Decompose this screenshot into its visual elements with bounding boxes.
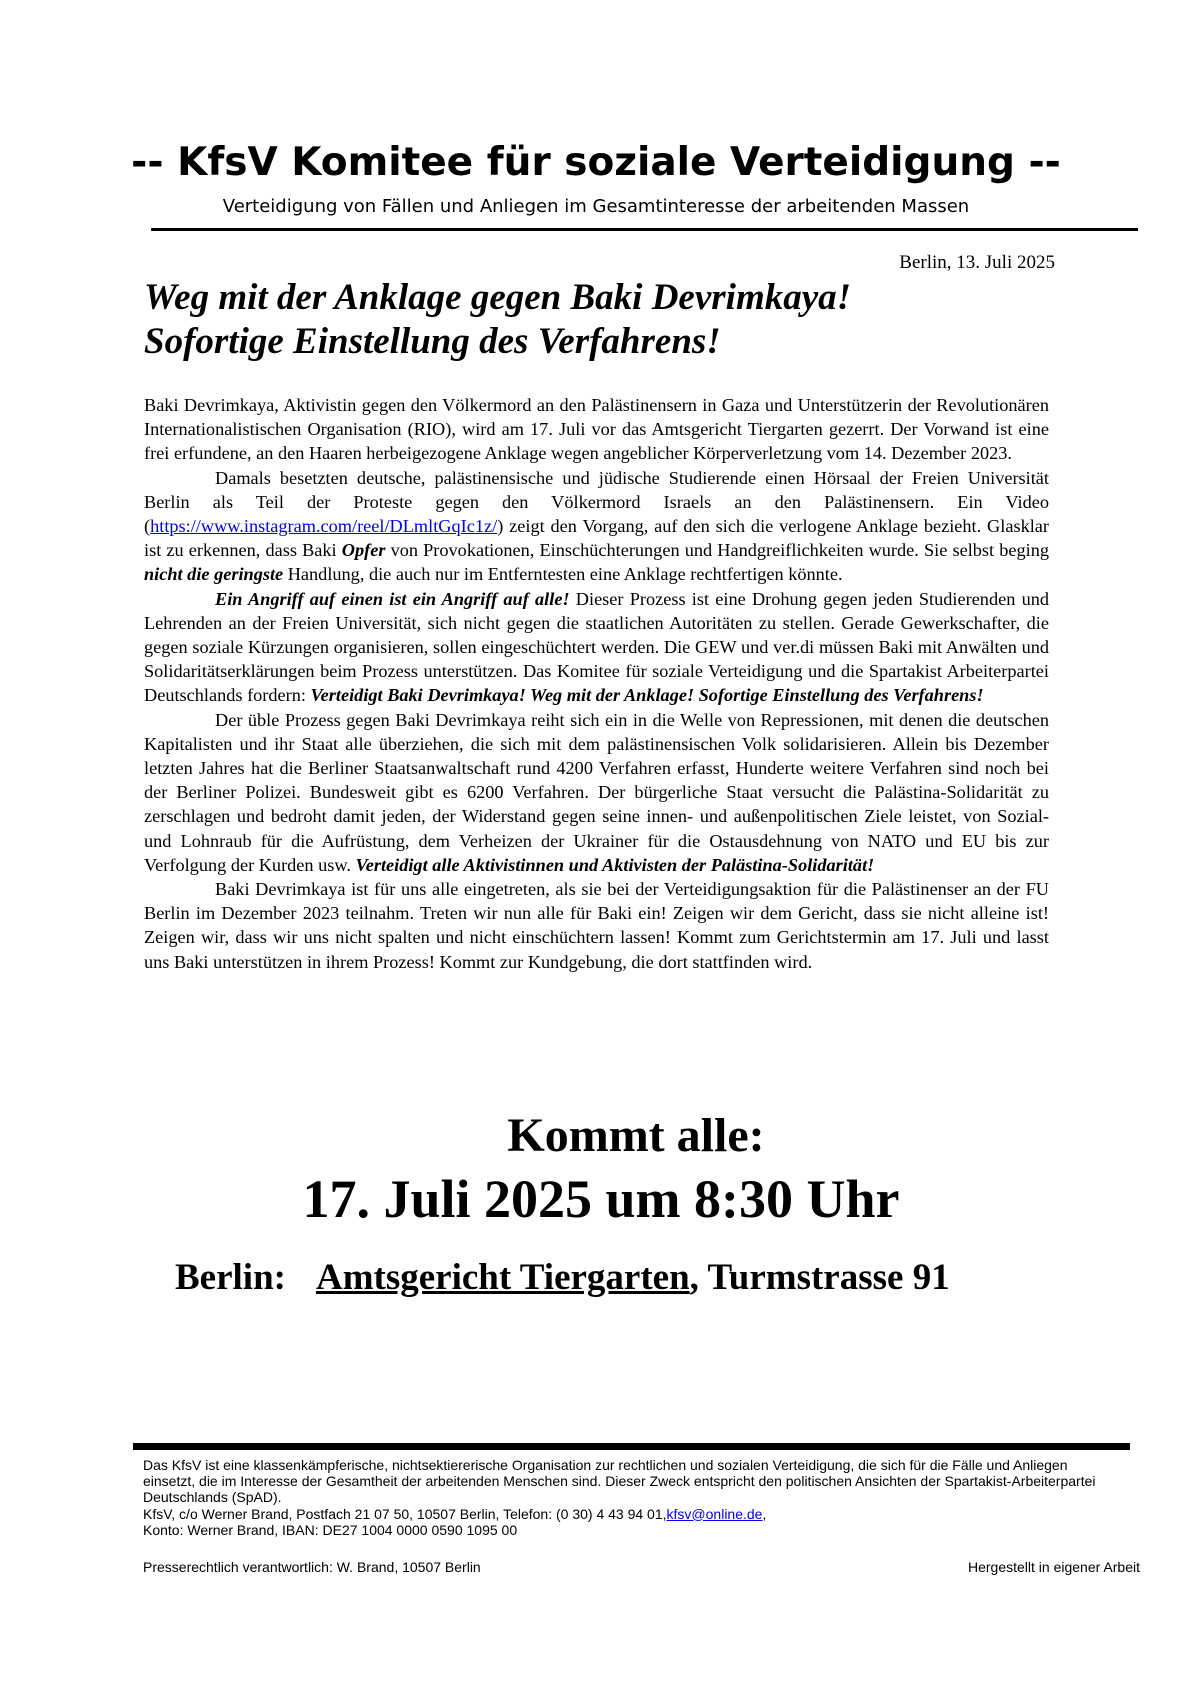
paragraph-3-emphasis-2: Verteidigt Baki Devrimkaya! Weg mit der Anklage! Sofortige Einstellung des Verfahrens!: [310, 685, 984, 706]
footer-divider: [133, 1443, 1130, 1450]
paragraph-1: Baki Devrimkaya, Aktivistin gegen den Völkermord an den Palästinensern in Gaza und Unterstützerin der Revolutionären Internationalistischen Organisation (RIO), wird am 17. Juli vor das Amtsgericht Tiergarten gezerrt. Der Vorwand ist eine frei erfundene, an den Haaren herbeigezogene Anklage wegen angeblicher Körperverletzung vom 14. Dezember 2023.: [144, 395, 1049, 464]
footer-info: [143, 1457, 1103, 1538]
header-divider: [151, 228, 1138, 231]
instagram-video-link[interactable]: https://www.instagram.com/reel/DLmltGqIc1z/: [150, 516, 498, 537]
event-venue: Amtsgericht Tiergarten: [315, 1257, 690, 1298]
paragraph-2-text-d: Handlung, die auch nur im Entferntesten eine Anklage rechtfertigen könnte.: [283, 564, 843, 585]
paragraph-2-emphasis-1: Opfer: [341, 540, 386, 561]
paragraph-3: [144, 587, 1049, 708]
paragraph-2-text-a: Damals besetzten deutsche, palästinensische und jüdische Studierende einen Hörsaal der Freien Universität Berlin als Teil der Proteste gegen den Völkermord Israels an den Palästinensern. Ein Video (: [144, 467, 1049, 537]
date-line: Berlin, 13. Juli 2025: [899, 252, 1055, 273]
press-responsible: Presserechtlich verantwortlich: W. Brand, 10507 Berlin: [143, 1559, 481, 1575]
email-link[interactable]: kfsv@online.de: [666, 1505, 763, 1522]
organization-subtitle: Verteidigung von Fällen und Anliegen im Gesamtinteresse der arbeitenden Massen: [222, 196, 970, 217]
event-location: [175, 1256, 950, 1299]
paragraph-3-text: Dieser Prozess ist eine Drohung gegen jeden Studierenden und Lehrenden an der Freien Universität, sich nicht gegen die staatlichen Autoritäten zu stellen. Gerade Gewerkschafter, die gegen soziale Kürzungen organisieren, sollen eingeschüchtert werden. Die GEW und ver.di müssen Baki mit Anwälten und Solidaritätserklärungen beim Prozess unterstützen. Das Komitee für soziale Verteidigung und die Spartakist Arbeiterpartei Deutschlands fordern:: [144, 588, 1049, 706]
article-body: [144, 393, 1049, 974]
headline-line-2: Sofortige Einstellung des Verfahrens!: [144, 321, 721, 362]
call-to-action: Kommt alle:: [507, 1109, 765, 1162]
footer-contact: [143, 1506, 1103, 1522]
paragraph-4-text: Der üble Prozess gegen Baki Devrimkaya reiht sich ein in die Welle von Repressionen, mit denen die deutschen Kapitalisten und ihr Staat alle überziehen, die sich mit dem palästinensischen Volk solidarisieren. Allein bis Dezember letzten Jahres hat die Berliner Staatsanwaltschaft rund 4200 Verfahren erfasst, Hunderte weitere Verfahren sind noch bei der Berliner Polizei. Bundesweit gibt es 6200 Verfahren. Der bürgerliche Staat versucht die Palästina-Solidarität zu zerschlagen und bedroht damit jeden, der Widerstand gegen seine innen- und außenpolitischen Ziele leistet, von Sozial- und Lohnraub für die Aufrüstung, dem Verheizen der Ukrainer für die Ostausdehnung von NATO und EU bis zur Verfolgung der Kurden usw.: [144, 709, 1049, 875]
paragraph-2-emphasis-2: nicht die geringste: [144, 564, 284, 585]
paragraph-5: Baki Devrimkaya ist für uns alle eingetreten, als sie bei der Verteidigungsaktion für die Palästinenser an der FU Berlin im Dezember 2023 teilnahm. Treten wir nun alle für Baki ein! Zeigen wir dem Gericht, dass sie nicht alleine ist! Zeigen wir, dass wir uns nicht spalten und nicht einschüchtern lassen! Kommt zum Gerichtstermin am 17. Juli und lasst uns Baki unterstützen in ihrem Prozess! Kommt zur Kundgebung, die dort stattfinden wird.: [144, 879, 1049, 972]
paragraph-2: [144, 466, 1049, 587]
paragraph-2-text-b: ) zeigt den Vorgang, auf den sich die verlogene Anklage bezieht. Glasklar ist zu erkennen, dass Baki: [144, 516, 1049, 561]
footer-contact-text: KfsV, c/o Werner Brand, Postfach 21 07 50, 10507 Berlin, Telefon: (0 30) 4 43 94 01,: [143, 1505, 667, 1522]
paragraph-4: [144, 708, 1049, 877]
paragraph-3-emphasis-1: Ein Angriff auf einen ist ein Angriff auf alle!: [215, 588, 570, 609]
footer-contact-end: ,: [762, 1505, 767, 1522]
headline-line-1: Weg mit der Anklage gegen Baki Devrimkaya!: [144, 277, 852, 318]
event-address: , Turmstrasse 91: [689, 1257, 950, 1298]
footer-account: Konto: Werner Brand, IBAN: DE27 1004 0000 0590 1095 00: [143, 1521, 518, 1538]
headline: [144, 276, 1084, 364]
organization-title: -- KfsV Komitee für soziale Verteidigung --: [131, 140, 1061, 185]
event-datetime: 17. Juli 2025 um 8:30 Uhr: [302, 1169, 900, 1229]
production-note: Hergestellt in eigener Arbeit: [968, 1559, 1140, 1575]
paragraph-2-text-c: von Provokationen, Einschüchterungen und Handgreiflichkeiten wurde. Sie selbst beging: [385, 540, 1050, 561]
footer-description: Das KfsV ist eine klassenkämpferische, nichtsektiererische Organisation zur rechtlichen und sozialen Verteidigung, die sich für die Fälle und Anliegen einsetzt, die im Interesse der Gesamtheit der arbeitenden Menschen sind. Dieser Zweck entspricht den politischen Ansichten der Spartakist-Arbeiterpartei Deutschlands (SpAD).: [143, 1457, 1096, 1506]
paragraph-4-emphasis: Verteidigt alle Aktivistinnen und Aktivisten der Palästina-Solidarität!: [355, 854, 875, 875]
event-city: Berlin:: [175, 1257, 286, 1298]
